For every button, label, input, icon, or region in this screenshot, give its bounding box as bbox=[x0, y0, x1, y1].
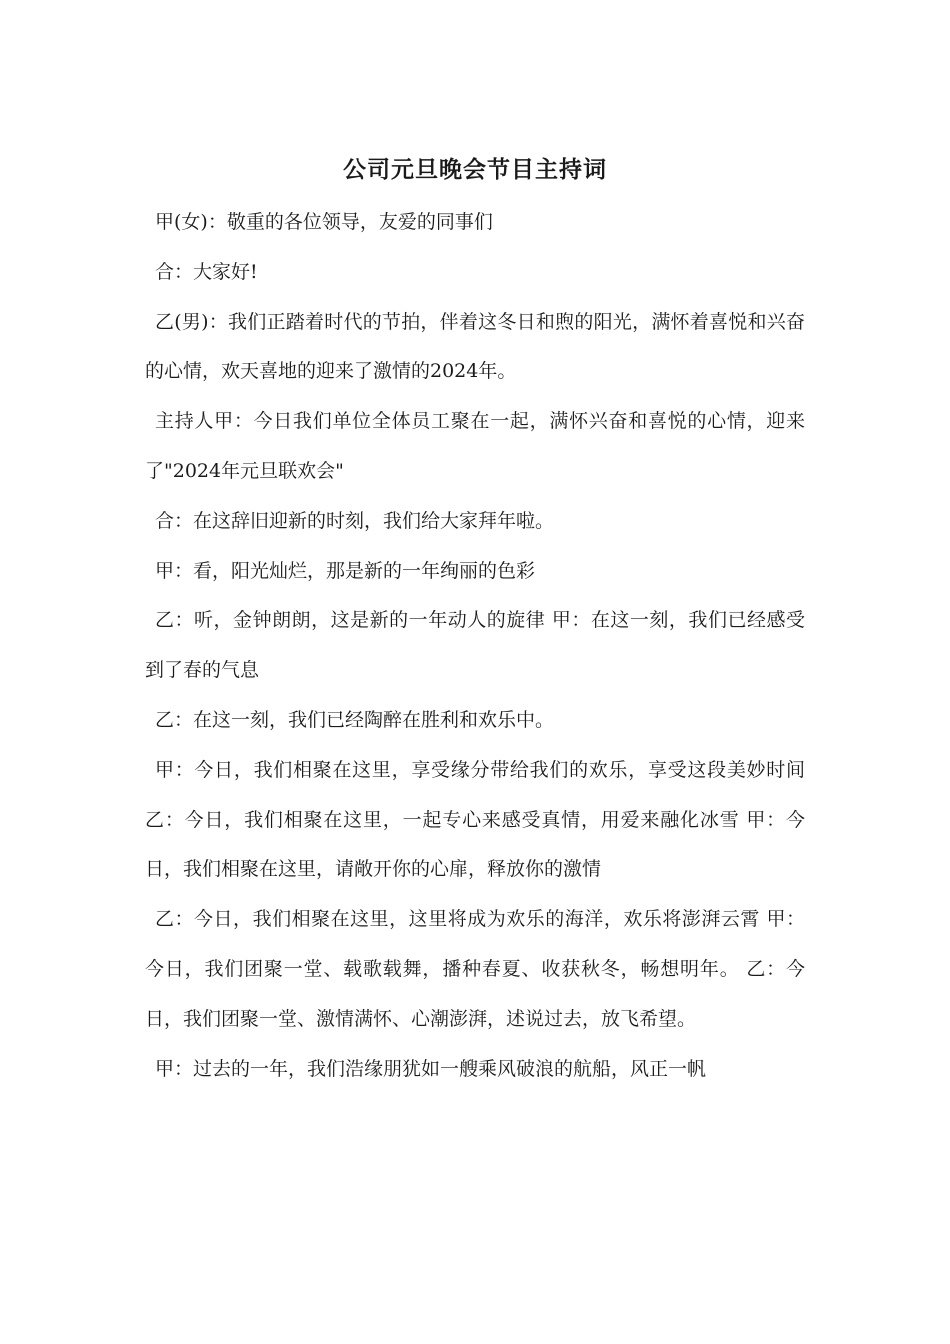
paragraph: 合：大家好! bbox=[155, 260, 258, 283]
paragraph: 乙：听，金钟朗朗，这是新的一年动人的旋律 甲：在这一刻，我们已经感受到了春的气息 bbox=[145, 609, 805, 682]
paragraph: 甲(女)：敬重的各位领导，友爱的同事们 bbox=[155, 211, 493, 233]
document-title: 公司元旦晚会节目主持词 bbox=[343, 156, 607, 183]
paragraph: 乙：今日，我们相聚在这里，这里将成为欢乐的海洋，欢乐将澎湃云霄 甲：今日，我们团聚一堂、载歌载舞，播种春夏、收获秋冬，畅想明年。 乙：今日，我们团聚一堂、激情满怀、心潮澎湃，述说过去，放飞希望。 bbox=[145, 908, 805, 1030]
paragraph: 主持人甲：今日我们单位全体员工聚在一起，满怀兴奋和喜悦的心情，迎来了"2024年元旦联欢会" bbox=[145, 410, 805, 482]
paragraph: 甲：今日，我们相聚在这里，享受缘分带给我们的欢乐，享受这段美妙时间 乙：今日，我们相聚在这里，一起专心来感受真情，用爱来融化冰雪 甲：今日，我们相聚在这里，请敞开你的心扉，释放你的激情 bbox=[145, 758, 805, 881]
paragraph: 乙：在这一刻，我们已经陶醉在胜利和欢乐中。 bbox=[155, 708, 555, 731]
paragraph: 甲：过去的一年，我们浩缘朋犹如一艘乘风破浪的航船，风正一帆 bbox=[155, 1057, 707, 1080]
paragraph: 甲：看，阳光灿烂，那是新的一年绚丽的色彩 bbox=[155, 559, 536, 582]
document-body bbox=[145, 198, 805, 1094]
paragraph: 合：在这辞旧迎新的时刻，我们给大家拜年啦。 bbox=[155, 509, 555, 532]
paragraph: 乙(男)：我们正踏着时代的节拍，伴着这冬日和煦的阳光，满怀着喜悦和兴奋的心情，欢天喜地的迎来了激情的2024年。 bbox=[145, 310, 805, 383]
